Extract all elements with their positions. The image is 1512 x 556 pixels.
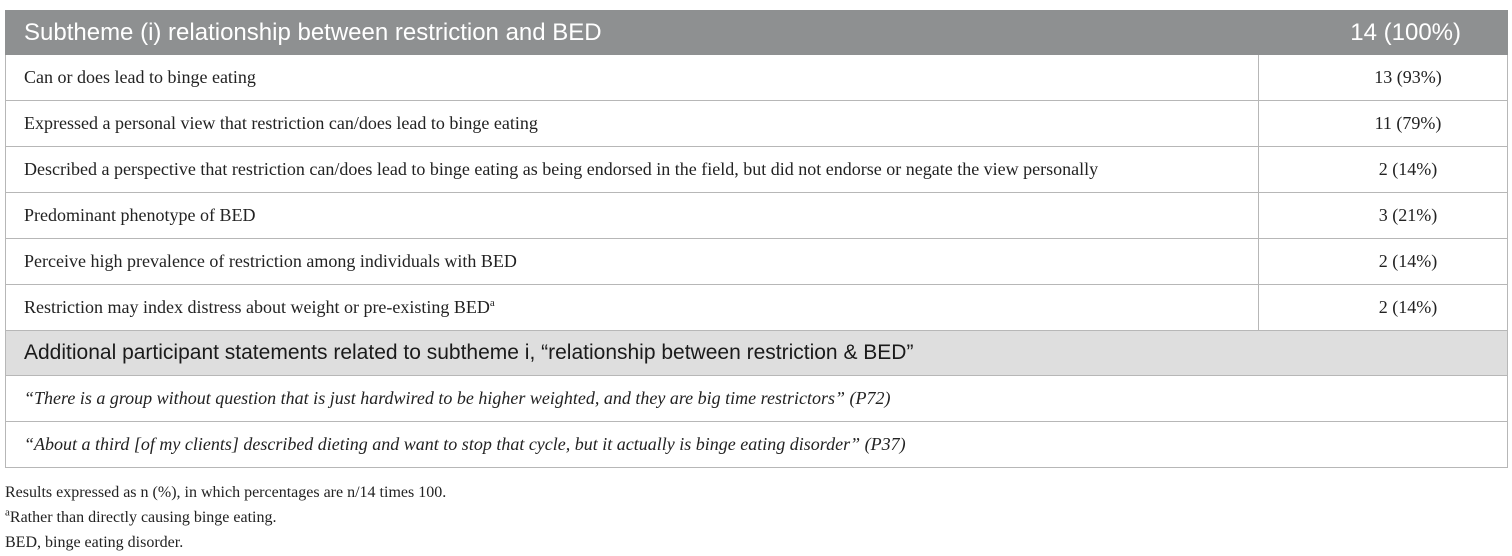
row-value: 2 (14%) xyxy=(1259,147,1508,193)
footnote-a xyxy=(5,505,446,530)
row-value: 3 (21%) xyxy=(1259,193,1508,239)
row-value: 2 (14%) xyxy=(1259,239,1508,285)
header-title: Subtheme (i) relationship between restriction and BED xyxy=(6,11,1259,55)
subheader-row xyxy=(6,331,1508,376)
table-row xyxy=(6,147,1508,193)
table-footnotes xyxy=(5,480,446,555)
quote-row xyxy=(6,422,1508,468)
footnote-results: Results expressed as n (%), in which percentages are n/14 times 100. xyxy=(5,484,447,501)
row-label: Described a perspective that restriction can/does lead to binge eating as being endorsed in the field, but did not endorse or negate the view personally xyxy=(6,147,1259,193)
row-label: Predominant phenotype of BED xyxy=(6,193,1259,239)
footnote-abbrev: BED, binge eating disorder. xyxy=(5,534,184,551)
header-count: 14 (100%) xyxy=(1259,11,1508,55)
row-value: 2 (14%) xyxy=(1259,285,1508,331)
table-row xyxy=(6,193,1508,239)
results-table xyxy=(5,10,1508,468)
table-row xyxy=(6,55,1508,101)
row-label: Expressed a personal view that restriction can/does lead to binge eating xyxy=(6,101,1259,147)
participant-quote: “About a third [of my clients] described dieting and want to stop that cycle, but it actually is binge eating disorder” (P37) xyxy=(6,422,1508,468)
subheader-title: Additional participant statements related to subtheme i, “relationship between restriction & BED” xyxy=(6,331,1508,376)
table-row xyxy=(6,101,1508,147)
row-value: 13 (93%) xyxy=(1259,55,1508,101)
table-row xyxy=(6,239,1508,285)
footnote-marker: a xyxy=(489,297,495,309)
participant-quote: “There is a group without question that is just hardwired to be higher weighted, and they are big time restrictors” (P72) xyxy=(6,376,1508,422)
row-label-cell xyxy=(6,285,1259,331)
quote-row xyxy=(6,376,1508,422)
footnote-a-text: Rather than directly causing binge eating. xyxy=(9,509,277,526)
row-label: Restriction may index distress about weight or pre-existing BED xyxy=(24,297,490,317)
row-value: 11 (79%) xyxy=(1259,101,1508,147)
results-table-container xyxy=(5,10,1507,468)
table-header-row xyxy=(6,11,1508,55)
row-label: Can or does lead to binge eating xyxy=(6,55,1259,101)
footnote-a-marker: a xyxy=(5,506,10,519)
row-label: Perceive high prevalence of restriction among individuals with BED xyxy=(6,239,1259,285)
table-row xyxy=(6,285,1508,331)
